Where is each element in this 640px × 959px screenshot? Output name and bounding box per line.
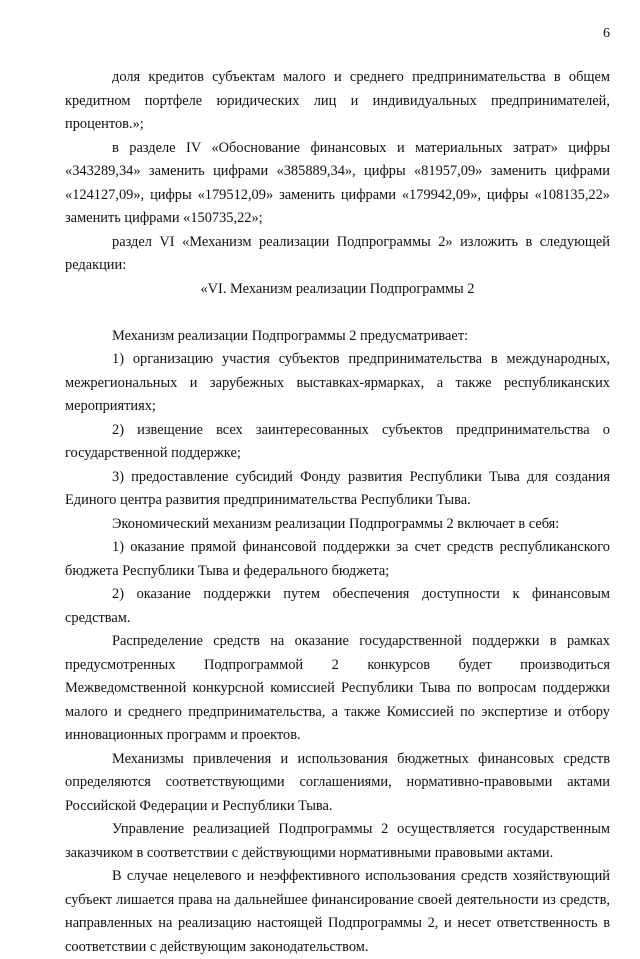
paragraph-economic-item-1: 1) оказание прямой финансовой поддержки за счет средств республиканского бюджета Республики Тыва и федерального бюджета; xyxy=(65,539,610,579)
paragraph-item-1-exhibitions: 1) организацию участия субъектов предпринимательства в международных, межрегиональных и зарубежных выставках-ярмарках, а также республиканских мероприятиях; xyxy=(65,351,610,414)
page-number: 6 xyxy=(603,26,610,41)
paragraph-section-iv-changes: в разделе IV «Обоснование финансовых и материальных затрат» цифры «343289,34» заменить цифрами «385889,34», цифры «81957,09» заменить цифрами «124127,09», цифры «179512,09» заменить цифрами «179942,09», цифры «108135,22» заменить цифрами «150735,22»; xyxy=(65,139,610,226)
paragraph-economic-mechanism: Экономический механизм реализации Подпрограммы 2 включает в себя: xyxy=(112,515,560,532)
paragraph-misuse-liability: В случае нецелевого и неэффективного использования средств хозяйствующий субъект лишается права на дальнейшее финансирование своей деятельности из средств, направленных на реализацию настоящей Подпрограммы 2, и несет ответственность в соответствии с действующим законодательством. xyxy=(65,868,610,955)
section-title: «VI. Механизм реализации Подпрограммы 2 xyxy=(200,280,475,297)
paragraph-management: Управление реализацией Подпрограммы 2 осуществляется государственным заказчиком в соответствии с действующими нормативными правовыми актами. xyxy=(65,821,610,861)
paragraph-mechanism-intro: Механизм реализации Подпрограммы 2 предусматривает: xyxy=(112,327,469,344)
paragraph-credit-share: доля кредитов субъектам малого и среднего предпринимательства в общем кредитном портфеле юридических лиц и индивидуальных предпринимателей, процентов.»; xyxy=(65,69,610,132)
paragraph-item-3-subsidies: 3) предоставление субсидий Фонду развития Республики Тыва для создания Единого центра развития предпринимательства Республики Тыва. xyxy=(65,468,610,508)
blank-line xyxy=(65,301,610,325)
paragraph-item-2-notification: 2) извещение всех заинтересованных субъектов предпринимательства о государственной поддержке; xyxy=(65,421,610,461)
paragraph-section-vi-intro: раздел VI «Механизм реализации Подпрограммы 2» изложить в следующей редакции: xyxy=(65,233,610,273)
paragraph-economic-item-2: 2) оказание поддержки путем обеспечения доступности к финансовым средствам. xyxy=(65,586,610,626)
paragraph-funding-mechanisms: Механизмы привлечения и использования бюджетных финансовых средств определяются соответствующими соглашениями, нормативно-правовыми актами Российской Федерации и Республики Тыва. xyxy=(65,750,610,814)
document-body xyxy=(65,66,610,959)
paragraph-distribution: Распределение средств на оказание государственной поддержки в рамках предусмотренных Подпрограммой 2 конкурсов будет производиться Межведомственной конкурсной комиссией Республики Тыва по вопросам поддержки малого и среднего предпринимательства, а также Комиссией по экспертизе и отбору инновационных программ и проектов. xyxy=(65,633,610,743)
